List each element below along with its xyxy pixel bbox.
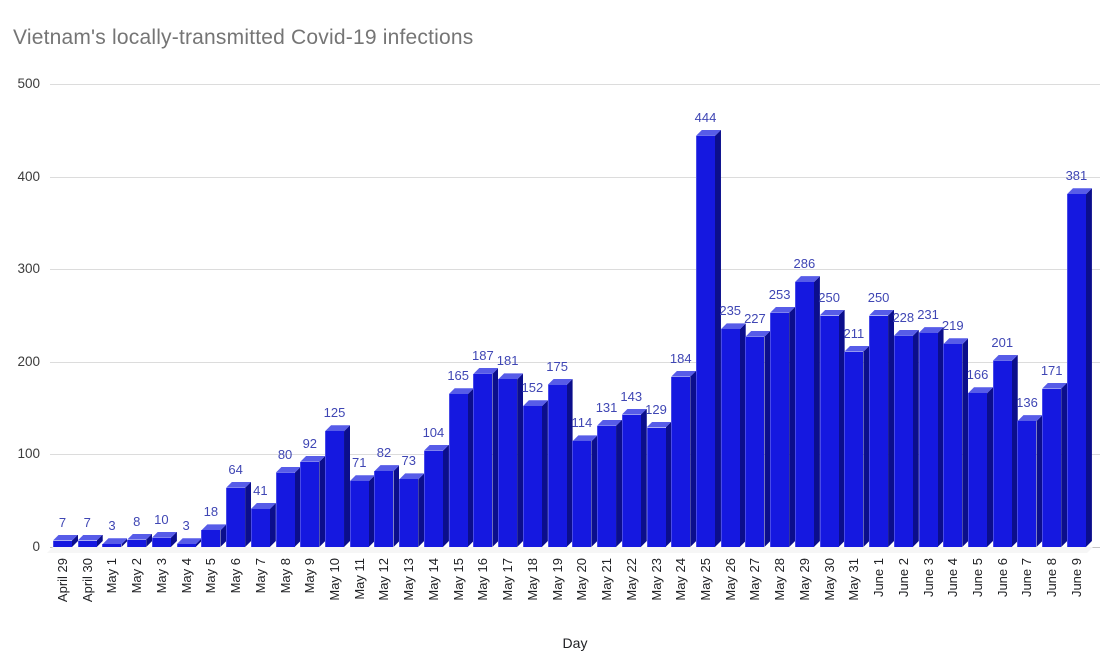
- bar-front-face: [647, 428, 666, 547]
- bar[interactable]: [1067, 188, 1092, 553]
- x-tick-label: May 22: [623, 558, 639, 601]
- bar-value-label: 104: [422, 424, 445, 440]
- x-axis-title: Day: [562, 635, 588, 651]
- x-tick-label: May 18: [524, 558, 540, 601]
- x-tick-label: May 12: [376, 558, 392, 601]
- bar-front-face: [201, 530, 220, 547]
- bar-value-label: 166: [966, 367, 989, 383]
- bar[interactable]: [572, 435, 597, 553]
- x-tick-label: May 7: [252, 558, 268, 594]
- bar-value-label: 73: [401, 453, 416, 469]
- x-tick-label: May 9: [302, 558, 318, 594]
- bar-front-face: [622, 415, 641, 547]
- bar-front-face: [869, 316, 888, 548]
- y-tick-label: 200: [17, 353, 40, 369]
- bar[interactable]: [276, 467, 301, 553]
- bar[interactable]: [374, 465, 399, 553]
- bar-value-label: 286: [793, 256, 816, 272]
- bar[interactable]: [671, 371, 696, 553]
- bar-value-label: 7: [83, 514, 91, 530]
- y-tick-label: 400: [17, 168, 40, 184]
- bar-value-label: 92: [302, 435, 318, 451]
- x-tick-label: June 6: [994, 558, 1010, 598]
- x-tick-label: June 2: [895, 558, 911, 598]
- bar-value-label: 444: [694, 109, 717, 125]
- bar-front-face: [696, 136, 715, 547]
- x-tick-label: May 27: [747, 558, 763, 601]
- x-tick-label: May 14: [425, 558, 441, 601]
- bar-value-label: 41: [253, 483, 268, 499]
- x-tick-label: May 5: [203, 558, 219, 594]
- bar[interactable]: [325, 425, 350, 553]
- bar-front-face: [473, 374, 492, 547]
- x-tick-label: May 11: [351, 558, 367, 600]
- bar-value-label: 219: [941, 318, 964, 334]
- bar[interactable]: [201, 524, 226, 553]
- x-tick-label: May 31: [846, 558, 862, 601]
- bar-front-face: [350, 481, 369, 547]
- bar-value-label: 175: [546, 358, 568, 374]
- x-tick-label: June 5: [970, 558, 985, 598]
- x-tick-label: May 21: [599, 558, 615, 601]
- bar[interactable]: [523, 400, 548, 553]
- bar[interactable]: [1042, 383, 1067, 553]
- bar[interactable]: [102, 538, 127, 553]
- bar-front-face: [1017, 421, 1036, 547]
- bar-front-face: [820, 316, 839, 548]
- bar-front-face: [795, 282, 814, 547]
- bar-value-label: 235: [719, 303, 742, 319]
- bar[interactable]: [424, 445, 449, 553]
- bar-value-label: 64: [228, 461, 243, 477]
- bar[interactable]: [350, 475, 375, 553]
- bar-front-face: [102, 544, 121, 547]
- bar[interactable]: [647, 422, 672, 553]
- bar[interactable]: [968, 387, 993, 553]
- x-tick-label: May 28: [772, 558, 788, 601]
- bar-front-face: [572, 441, 591, 547]
- bar-front-face: [597, 426, 616, 547]
- bar-value-label: 381: [1065, 168, 1088, 184]
- bar-value-label: 125: [323, 405, 346, 421]
- bar[interactable]: [795, 276, 820, 553]
- bar-value-label: 228: [892, 309, 915, 325]
- bar-value-label: 250: [818, 289, 840, 305]
- bar[interactable]: [449, 388, 474, 553]
- bar[interactable]: [53, 535, 78, 553]
- x-tick-label: June 7: [1019, 558, 1035, 598]
- bar-front-face: [548, 385, 567, 547]
- bar-value-label: 71: [352, 455, 367, 471]
- bar-front-face: [498, 379, 517, 547]
- bar[interactable]: [300, 456, 325, 553]
- bar-side-face: [1086, 188, 1092, 547]
- bar[interactable]: [696, 130, 721, 553]
- bar-value-label: 8: [133, 513, 141, 529]
- bar-front-face: [300, 462, 319, 547]
- bar-value-label: 227: [744, 310, 766, 326]
- x-tick-label: May 1: [104, 558, 120, 594]
- bar-value-label: 114: [571, 415, 593, 431]
- bar-value-label: 171: [1040, 362, 1063, 378]
- gridline: [50, 84, 1100, 85]
- bar-value-label: 143: [620, 388, 643, 404]
- y-tick-label: 100: [17, 446, 40, 462]
- x-tick-label: May 23: [648, 558, 664, 601]
- y-tick-label: 0: [32, 539, 40, 554]
- bar-front-face: [770, 313, 789, 547]
- x-tick-label: June 9: [1068, 558, 1084, 598]
- bar-front-face: [993, 361, 1012, 547]
- bar[interactable]: [498, 373, 523, 553]
- bar[interactable]: [622, 409, 647, 553]
- x-tick-label: May 20: [574, 558, 590, 601]
- x-tick-label: May 3: [153, 558, 169, 594]
- bar[interactable]: [1017, 415, 1042, 553]
- bar-front-face: [374, 471, 393, 547]
- x-tick-label: May 13: [401, 558, 417, 601]
- gridline: [50, 177, 1100, 178]
- bar-front-face: [894, 336, 913, 547]
- bar-front-face: [1042, 389, 1061, 547]
- bar[interactable]: [473, 368, 498, 553]
- bar-front-face: [449, 394, 468, 547]
- bar-value-label: 181: [496, 353, 519, 369]
- bar-front-face: [671, 377, 690, 547]
- bar-value-label: 201: [991, 334, 1014, 350]
- x-tick-label: May 24: [673, 558, 689, 601]
- x-tick-label: June 1: [871, 558, 887, 598]
- bar-front-face: [399, 479, 418, 547]
- gridline: [50, 269, 1100, 270]
- bar-front-face: [968, 393, 987, 547]
- bar-value-label: 129: [645, 401, 667, 417]
- bar-front-face: [325, 431, 344, 547]
- x-tick-label: April 29: [55, 558, 70, 603]
- y-tick-label: 300: [17, 261, 40, 277]
- bar-value-label: 3: [182, 518, 190, 534]
- bar[interactable]: [844, 346, 869, 553]
- bar-front-face: [152, 538, 171, 547]
- bar[interactable]: [993, 355, 1018, 553]
- bar[interactable]: [399, 473, 424, 553]
- bar-front-face: [721, 329, 740, 547]
- bar-value-label: 253: [768, 286, 791, 302]
- bar[interactable]: [721, 323, 746, 553]
- x-tick-label: May 15: [450, 558, 466, 601]
- bar-value-label: 131: [595, 399, 618, 415]
- bar[interactable]: [869, 310, 894, 554]
- bar-value-label: 10: [154, 511, 169, 527]
- bar-front-face: [844, 352, 863, 547]
- bar-front-face: [78, 541, 97, 547]
- bar[interactable]: [597, 420, 622, 553]
- x-tick-label: May 29: [796, 558, 812, 601]
- x-tick-label: May 10: [327, 558, 343, 601]
- bar-value-label: 18: [203, 504, 219, 520]
- y-tick-label: 500: [17, 76, 40, 91]
- x-tick-label: June 4: [945, 558, 961, 598]
- bar[interactable]: [919, 327, 944, 553]
- bar-front-face: [251, 509, 270, 547]
- bar-front-face: [1067, 194, 1086, 547]
- bar[interactable]: [770, 307, 795, 553]
- bar-value-label: 231: [917, 307, 939, 323]
- x-tick-label: April 30: [79, 558, 95, 603]
- bar-value-label: 152: [521, 380, 544, 396]
- bar-value-label: 136: [1016, 395, 1038, 411]
- bar-value-label: 7: [58, 514, 67, 530]
- bar[interactable]: [820, 310, 845, 554]
- x-tick-label: May 25: [697, 558, 713, 601]
- bar-front-face: [424, 451, 443, 547]
- bar-value-label: 184: [669, 350, 692, 366]
- bar[interactable]: [745, 331, 770, 553]
- bar-value-label: 165: [447, 368, 470, 384]
- x-tick-label: May 30: [821, 558, 837, 601]
- x-tick-label: May 17: [500, 558, 516, 601]
- bar-front-face: [177, 544, 196, 547]
- x-tick-label: May 8: [277, 558, 293, 594]
- bar[interactable]: [78, 535, 103, 553]
- bar-front-face: [523, 406, 542, 547]
- bar-value-label: 250: [867, 289, 890, 305]
- bar[interactable]: [548, 379, 573, 553]
- x-tick-label: May 2: [129, 558, 145, 594]
- bar-value-label: 82: [376, 445, 392, 461]
- bar[interactable]: [127, 534, 152, 553]
- bar-value-label: 80: [277, 446, 293, 462]
- bar-front-face: [919, 333, 938, 547]
- bar-value-label: 187: [472, 347, 494, 363]
- bar-front-face: [127, 540, 146, 547]
- x-tick-label: June 8: [1044, 558, 1060, 598]
- bar[interactable]: [894, 330, 919, 553]
- bar-front-face: [276, 473, 295, 547]
- bar-value-label: 3: [108, 518, 116, 534]
- x-tick-label: May 26: [722, 558, 738, 601]
- bar[interactable]: [152, 532, 177, 553]
- x-tick-label: May 16: [475, 558, 491, 601]
- x-tick-label: May 6: [228, 558, 244, 594]
- x-tick-label: June 3: [920, 558, 936, 598]
- x-tick-label: May 19: [549, 558, 565, 601]
- bar[interactable]: [177, 538, 202, 553]
- bar-front-face: [53, 541, 72, 547]
- bar-value-label: 211: [843, 325, 865, 341]
- chart-title: Vietnam's locally-transmitted Covid-19 infections: [13, 26, 474, 49]
- bar[interactable]: [251, 503, 276, 553]
- x-tick-label: May 4: [178, 558, 194, 594]
- bar-front-face: [745, 337, 764, 547]
